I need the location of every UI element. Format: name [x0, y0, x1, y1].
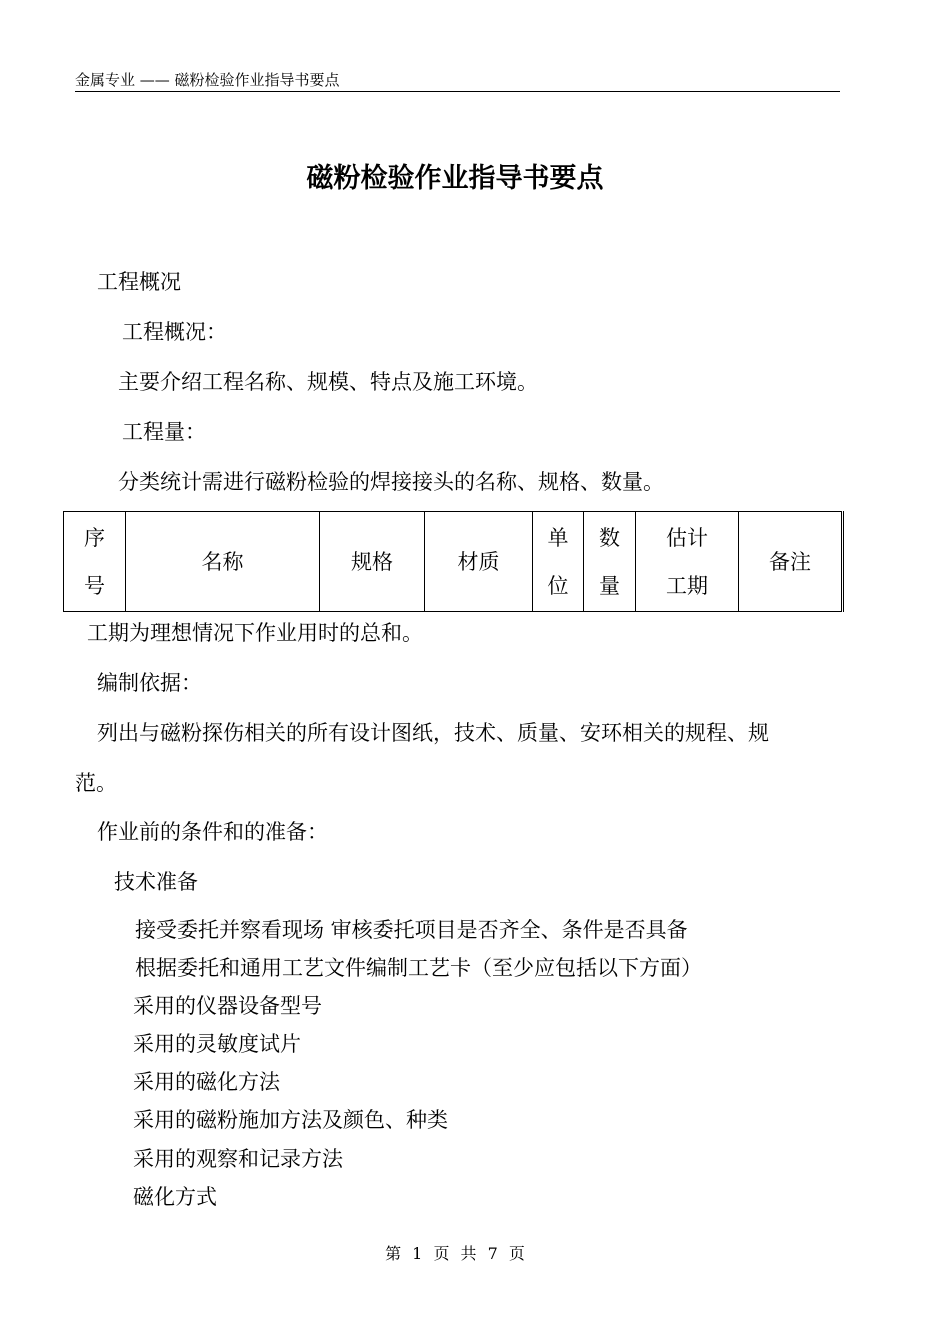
header-remark: 备注 [739, 512, 842, 612]
basis-text-line2: 范。 [75, 771, 117, 795]
duration-note: 工期为理想情况下作业用时的总和。 [87, 621, 423, 645]
header-unit: 单 位 [533, 512, 584, 612]
header-seq: 序 号 [64, 512, 126, 612]
page-header: 金属专业 —— 磁粉检验作业指导书要点 [75, 71, 340, 89]
list-item: 采用的灵敏度试片 [133, 1032, 301, 1056]
table-double-border [843, 511, 844, 612]
quantity-text: 分类统计需进行磁粉检验的焊接接头的名称、规格、数量。 [118, 470, 664, 494]
basis-heading: 编制依据： [97, 671, 202, 695]
list-item: 磁化方式 [133, 1185, 217, 1209]
header-spec: 规格 [320, 512, 425, 612]
list-item: 接受委托并察看现场 审核委托项目是否齐全、条件是否具备 [135, 918, 688, 942]
overview-text: 主要介绍工程名称、规模、特点及施工环境。 [118, 370, 538, 394]
header-name: 名称 [126, 512, 320, 612]
list-item: 采用的磁粉施加方法及颜色、种类 [133, 1108, 448, 1132]
quantity-table [63, 511, 842, 612]
basis-text-line1: 列出与磁粉探伤相关的所有设计图纸，技术、质量、安环相关的规程、规 [97, 721, 769, 745]
list-item: 采用的磁化方法 [133, 1070, 280, 1094]
tech-prep-heading: 技术准备 [114, 870, 198, 894]
list-item: 采用的观察和记录方法 [133, 1147, 343, 1171]
page-footer: 第 1 页 共 7 页 [385, 1244, 525, 1263]
overview-heading: 工程概况 [97, 270, 181, 294]
list-item: 根据委托和通用工艺文件编制工艺卡（至少应包括以下方面） [135, 956, 702, 980]
table-header-row [64, 512, 842, 612]
list-item: 采用的仪器设备型号 [133, 994, 322, 1018]
quantity-subheading: 工程量： [122, 420, 206, 444]
header-period: 估计 工期 [636, 512, 739, 612]
document-title: 磁粉检验作业指导书要点 [306, 163, 604, 194]
prep-heading: 作业前的条件和的准备： [97, 820, 328, 844]
header-material: 材质 [425, 512, 533, 612]
header-quantity: 数 量 [584, 512, 636, 612]
overview-subheading: 工程概况： [122, 320, 227, 344]
header-rule [75, 91, 840, 92]
